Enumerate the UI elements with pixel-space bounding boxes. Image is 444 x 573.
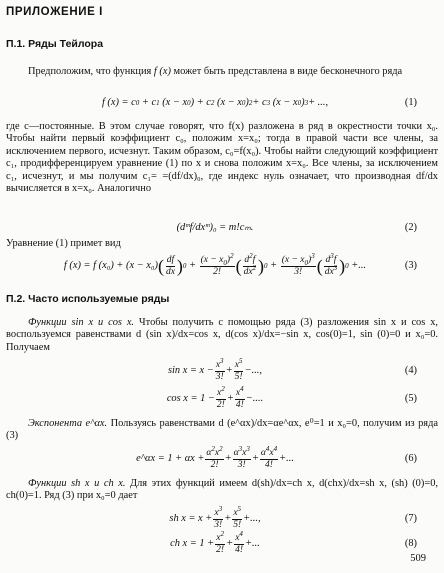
equation-5: cos x = 1 − $\frac{x^2}{2!}$ + $x^4$ 4! − ... . (5) <box>166 384 417 410</box>
equation-7: sh x = x + $\frac{x^3}{3!}$ + $x^5$ 5! + ... , (7) <box>169 504 417 530</box>
paragraph-coefficients: где c—постоянные. В этом случае говорят, что f(x) разложена в ряд в окрестности точки x₀. Чтобы найти первый коэффициент c₀, положим x=x₀; тогда в правой части все члены, за исключением первого, исчезнут. Таким образом, c₀=f(x₀). Чтобы найти следующий коэффициент c₁, продифференцируем уравнение (1) по x и снова положим x=x₀. Все члены, за исключением c₁, исчезнут, и мы получим c₁= =(df/dx)₀, где индекс нуль означает, что производная df/dx вычисляется в x=x₀. Аналогично <box>6 121 438 195</box>
equation-3: f (x) = f (x₀) + (x − x₀) ( df dx ) 0 + $(x - x_0)^2$ 2! ( $d^2f$ $dx^2$ ) 0 + $(x - x_0)^3$ 3! ( $d^3f$ $dx^3$ ) 0 + ... (3) <box>63 251 417 277</box>
equation-2: (dᵐf/dxᵐ)₀ = m!cₘ. (2) <box>176 221 417 233</box>
paragraph-sh-ch: Функции sh x и ch x. Для этих функций имеем d(sh)/dx=ch x, d(chx)/dx=sh x, (sh) (0)=0, ch(0)=1. Ряд (3) при x₀=0 дает <box>6 478 438 502</box>
section-title-taylor: П.1. Ряды Тейлора <box>6 38 104 50</box>
equation-1: f (x) = c 0 + c 1 (x − x 0 ) + c 2 (x − x 0 ) 2 + c 3 (x − x 0 ) 3 + ..., (1) <box>101 96 417 108</box>
equation-6: e^αx = 1 + αx + $\frac{\alpha^2x^2}{2!}$ + $\alpha^3x^3$ 3! + $\alpha^4x^4$ 4! + ... (6) <box>136 444 417 470</box>
paragraph-exponent: Экспонента e^αx. Пользуясь равенствами d (e^αx)/dx=αe^αx, e⁰=1 и x₀=0, получим из ряда (3) <box>6 418 438 442</box>
equation-number: (1) <box>404 96 417 108</box>
page-number: 509 <box>410 552 426 564</box>
equation-number: (2) <box>404 221 417 233</box>
paragraph-intro: Предположим, что функция f (x) может быть представлена в виде бесконечного ряда <box>28 66 403 77</box>
paragraph-eq3-lead: Уравнение (1) примет вид <box>6 238 121 249</box>
equation-number: (5) <box>404 392 417 404</box>
equation-number: (6) <box>404 452 417 464</box>
section-title-common-series: П.2. Часто используемые ряды <box>6 293 170 305</box>
equation-number: (4) <box>404 364 417 376</box>
equation-number: (8) <box>404 537 417 549</box>
equation-4: sin x = x − $\frac{x^3}{3!}$ + $x^5$ 5! − ... , (4) <box>167 356 417 382</box>
appendix-title: ПРИЛОЖЕНИЕ I <box>6 6 103 18</box>
equation-number: (7) <box>404 512 417 524</box>
paragraph-sin-cos: Функции sin x и cos x. Чтобы получить с помощью ряда (3) разложения sin x и cos x, воспользуемся равенствами d (sin x)/dx=cos x, d(cos x)/dx=−sin x, cos(0)=1, sin (0)=0 и x₀=0. Получаем <box>6 317 438 353</box>
equation-number: (3) <box>404 259 417 271</box>
equation-8: ch x = 1 + $\frac{x^2}{2!}$ + $x^4$ 4! + ... (8) <box>170 529 417 555</box>
